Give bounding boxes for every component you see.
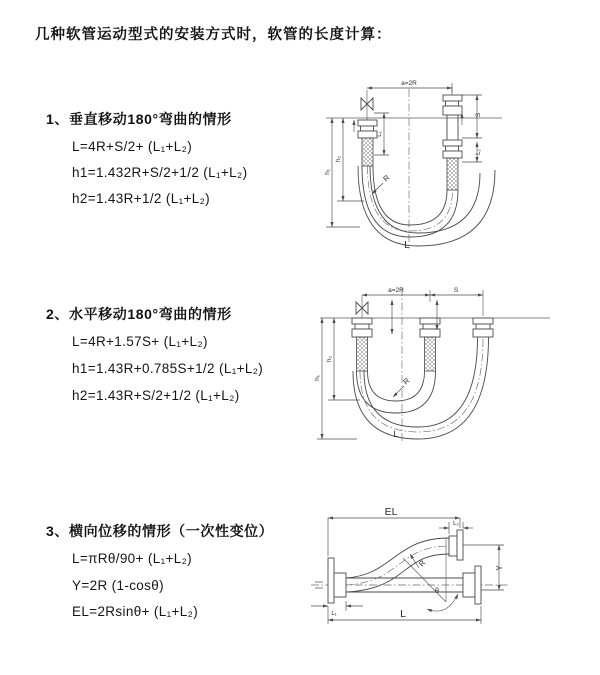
dim-h2-label: h₂ [335, 155, 342, 163]
flange-upper [449, 530, 463, 560]
formula-line: Y=2R (1-cosθ) [72, 578, 164, 593]
length-label: L [404, 240, 410, 251]
pipe-flange-1 [352, 318, 372, 371]
dim-h1-label: h₁ [314, 375, 321, 381]
diagram-horizontal-180-bend [312, 282, 594, 448]
dimension-a2r [362, 287, 430, 295]
section-1-heading: 1、垂直移动180°弯曲的情形 [46, 111, 232, 127]
formula-line: h1=1.432R+S/2+1/2 (L₁+L₂) [72, 165, 248, 180]
formula-line: L=πRθ/90+ (L₁+L₂) [72, 551, 193, 566]
dimension-l [328, 606, 481, 624]
radius-leader [410, 554, 428, 568]
dim-el-label: EL [384, 506, 398, 518]
hose-s-curve [346, 538, 449, 592]
dim-l-label: L [400, 608, 406, 620]
dimension-l1 [374, 113, 389, 155]
formula-line: EL=2Rsinθ+ (L₁+L₂) [72, 604, 199, 619]
dimension-el [328, 506, 460, 556]
dimension-l2 [462, 142, 482, 162]
pipe-flange-left [358, 120, 377, 166]
page-title: 几种软管运动型式的安装方式时，软管的长度计算： [35, 27, 392, 43]
radius-leader [393, 376, 412, 397]
angle-label: θ [435, 588, 439, 595]
dim-s-label: S [453, 287, 459, 294]
dim-l2-label: L₂ [476, 149, 482, 155]
dimension-l2 [439, 521, 473, 534]
radius-label: R [416, 558, 428, 569]
formula-line: h1=1.43R+0.785S+1/2 (L₁+L₂) [72, 361, 264, 376]
formula-line: L=4R+1.57S+ (L₁+L₂) [72, 334, 208, 349]
dimension-a2r [367, 80, 452, 93]
length-label: L [393, 429, 399, 439]
radius-label: R [381, 172, 392, 184]
radius-leader [372, 173, 392, 194]
dimension-s [430, 287, 483, 295]
flange-right [463, 566, 481, 604]
dimension-h1 [324, 118, 360, 227]
formula-line: L=4R+S/2+ (L₁+L₂) [72, 139, 193, 154]
pipe-flange-right [443, 95, 462, 190]
dim-s-label: S [475, 112, 482, 118]
dim-a2r-label: a=2R [388, 287, 404, 294]
dim-a2r-label: a=2R [401, 80, 417, 87]
formula-line: h2=1.43R+1/2 (L₁+L₂) [72, 191, 211, 206]
dim-y-label: Y [495, 565, 504, 571]
dimension-h1 [314, 318, 357, 439]
diagram-lateral-displacement [303, 498, 600, 650]
dimension-l1 [311, 601, 363, 617]
dim-h1-label: h₁ [324, 169, 331, 175]
radius-label: R [401, 375, 412, 387]
section-3-heading: 3、横向位移的情形（一次性变位） [46, 523, 274, 539]
hose-u-bend [358, 166, 495, 246]
pipe-flange-3 [473, 318, 493, 337]
hose-u-bend [353, 337, 489, 439]
dimension-s [462, 95, 482, 138]
formula-line: h2=1.43R+S/2+1/2 (L₁+L₂) [72, 388, 240, 403]
dim-l1-label: L₁ [377, 131, 383, 137]
dim-l2-label: L₂ [453, 521, 459, 527]
flange-left [328, 558, 346, 603]
dim-h2-label: h₂ [326, 355, 333, 363]
diagram-vertical-180-bend [310, 75, 582, 253]
dim-l1-label: L₁ [331, 611, 337, 617]
section-2-heading: 2、水平移动180°弯曲的情形 [46, 306, 232, 322]
